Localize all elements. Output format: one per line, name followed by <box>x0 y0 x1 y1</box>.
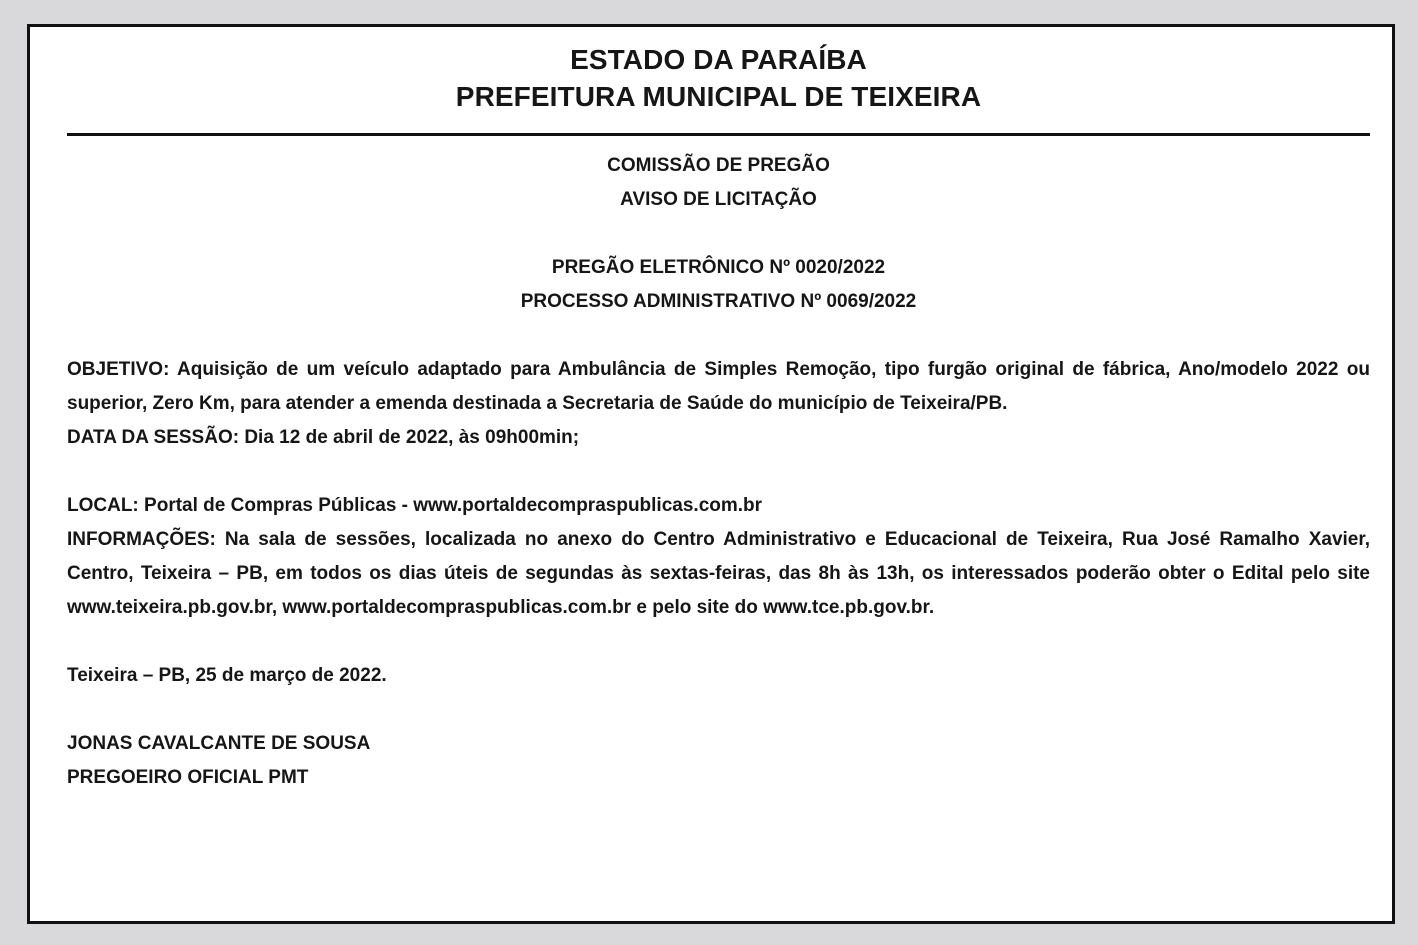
signer-name: JONAS CAVALCANTE DE SOUSA <box>67 733 371 754</box>
notice-type: AVISO DE LICITAÇÃO <box>620 189 817 210</box>
notice-frame <box>27 24 1395 924</box>
process-block <box>67 251 1370 319</box>
commission-title: COMISSÃO DE PREGÃO <box>607 155 830 176</box>
location-paragraph: LOCAL: Portal de Compras Públicas - www.portaldecompraspublicas.com.br <box>67 495 763 516</box>
commission-block <box>67 149 1370 217</box>
process-number: PROCESSO ADMINISTRATIVO Nº 0069/2022 <box>520 291 917 312</box>
spacer <box>67 455 1370 489</box>
objective-paragraph: OBJETIVO: Aquisição de um veículo adaptado para Ambulância de Simples Remoção, tipo furgão original de fábrica, Ano/modelo 2022 ou superior, Zero Km, para atender a emenda destinada a Secretaria de Saúde do município de Teixeira/PB. <box>67 359 1370 414</box>
place-date-paragraph: Teixeira – PB, 25 de março de 2022. <box>67 665 387 686</box>
notice-content <box>67 27 1370 795</box>
information-paragraph: INFORMAÇÕES: Na sala de sessões, localizada no anexo do Centro Administrativo e Educacional de Teixeira, Rua José Ramalho Xavier, Centro, Teixeira – PB, em todos os dias úteis de segundas às sextas-feiras, das 8h às 13h, os interessados poderão obter o Edital pelo site www.teixeira.pb.gov.br, www.portaldecompraspublicas.com.br e pelo site do www.tce.pb.gov.br. <box>67 529 1370 618</box>
signer-title: PREGOEIRO OFICIAL PMT <box>67 767 309 788</box>
session-date-paragraph: DATA DA SESSÃO: Dia 12 de abril de 2022, às 09h00min; <box>67 427 580 448</box>
municipality-title: PREFEITURA MUNICIPAL DE TEIXEIRA <box>455 81 982 112</box>
header-divider <box>67 133 1370 136</box>
auction-number: PREGÃO ELETRÔNICO Nº 0020/2022 <box>551 257 886 278</box>
notice-header <box>67 27 1370 115</box>
spacer <box>67 625 1370 659</box>
notice-body <box>67 353 1370 795</box>
state-title: ESTADO DA PARAÍBA <box>570 44 867 75</box>
spacer <box>67 693 1370 727</box>
